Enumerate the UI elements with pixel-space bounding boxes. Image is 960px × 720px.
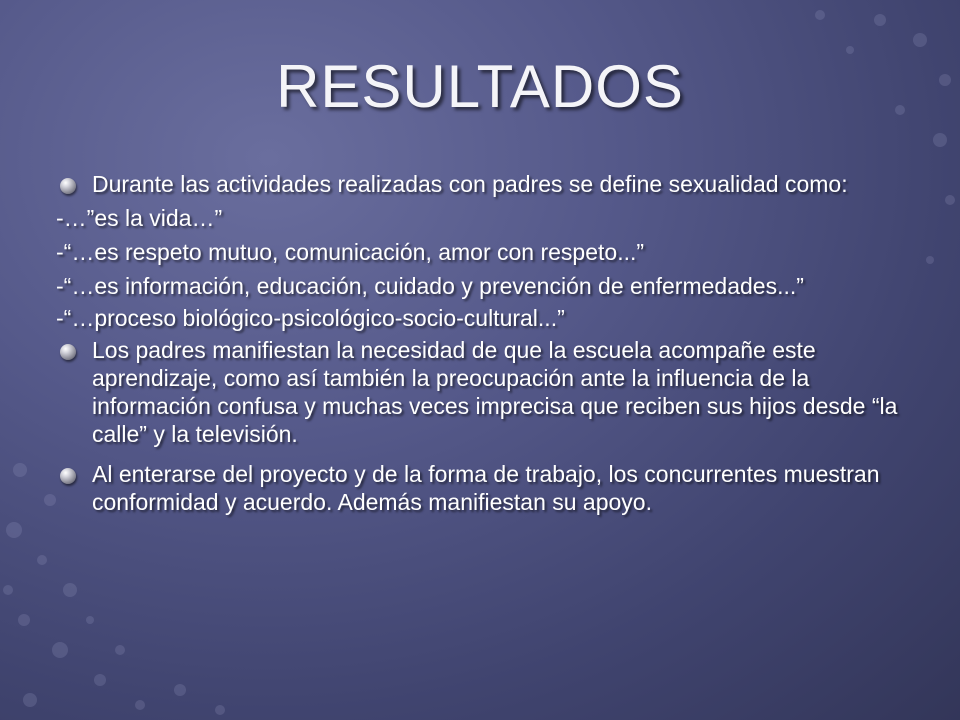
bullet-text: Los padres manifiestan la necesidad de que la escuela acompañe este aprendizaje, como así también la preocupación ante la influencia de la información confusa y muchas veces imprecisa que reciben sus hijos desde “la calle” y la televisión. <box>92 337 898 447</box>
bullet-item-project-support <box>56 460 906 516</box>
quote-item <box>56 238 906 266</box>
quote-text: -“…es información, educación, cuidado y prevención de enfermedades...” <box>56 273 804 299</box>
quote-text: -“…es respeto mutuo, comunicación, amor con respeto...” <box>56 239 645 265</box>
bullet-item-sexuality-definition <box>56 170 906 198</box>
bullet-text: Durante las actividades realizadas con padres se define sexualidad como: <box>92 171 848 197</box>
sphere-bullet-icon <box>60 468 76 484</box>
sphere-bullet-icon <box>60 178 76 194</box>
bullet-item-parents-need <box>56 336 906 448</box>
quote-item <box>56 204 906 232</box>
quote-text: -…”es la vida…” <box>56 205 223 231</box>
sphere-bullet-icon <box>60 344 76 360</box>
quote-item <box>56 304 906 332</box>
bullet-text: Al enterarse del proyecto y de la forma de trabajo, los concurrentes muestran conformidad y acuerdo. Además manifiestan su apoyo. <box>92 461 880 515</box>
slide-content <box>56 170 906 516</box>
quote-item <box>56 272 906 300</box>
slide-title: RESULTADOS <box>276 53 684 120</box>
quote-text: -“…proceso biológico-psicológico-socio-cultural...” <box>56 305 565 331</box>
